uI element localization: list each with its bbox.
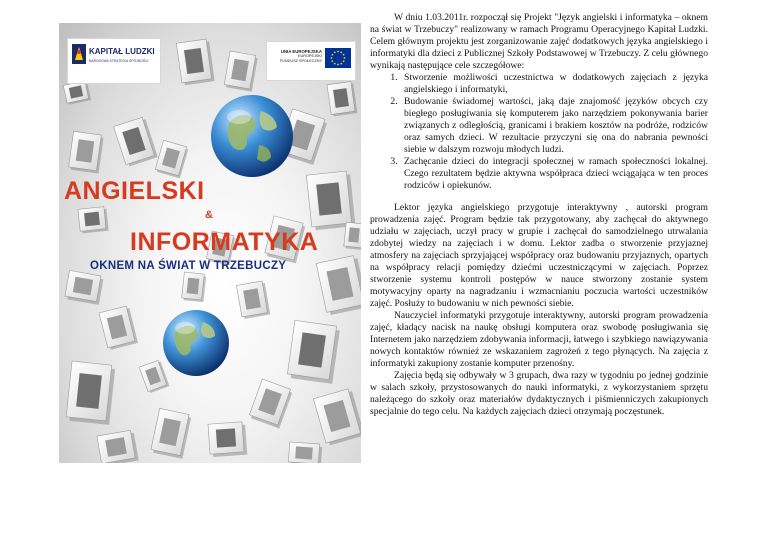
kapital-ludzki-logo — [67, 38, 161, 84]
window-frame — [99, 306, 138, 351]
eu-line-3: FUNDUSZ SPOŁECZNY — [279, 59, 322, 63]
window-frame — [224, 51, 258, 92]
english-paragraph: Lektor języka angielskiego przygotuje interaktywny , autorski program prowadzenia zajęć. Program będzie tak przygotowany, aby zachęcał do aktywnego udziału w zajęciach, uczył pracy w grupie i zachęcał do samodzielnego utrwalania zdobytej wiedzy na zajęciach i w domu. Lektor zadba o stworzenie przyjaznej atmosfery na zajęciach sprzyjającej współpracy oraz budowaniu przyjaznych, opartych na współpracy relacji pomiędzy dziećmi uczestniczącymi w zajęciach. Poprzez stworzenie systemu kontroli postępów w nauce stworzony zostanie system motywacyjny oparty na nagradzaniu i wzmacnianiu poczucia wartości uczestników zajęć. Posłuży to budowaniu w nich pewności siebie. — [370, 202, 708, 309]
globe-small-icon — [161, 308, 231, 378]
window-frame — [316, 255, 361, 316]
eu-star-icon — [337, 64, 339, 66]
window-frame — [176, 39, 214, 86]
window-frame — [288, 442, 322, 463]
kapital-ludzki-subtitle: NARODOWA STRATEGIA SPÓJNOŚCI — [89, 59, 149, 63]
eu-line-1: UNIA EUROPEJSKA — [280, 49, 322, 54]
eu-star-icon — [344, 57, 346, 59]
window-frame — [78, 206, 109, 233]
eu-star-icon — [331, 60, 333, 62]
poster-title-ampersand: & — [205, 209, 213, 221]
article-text — [370, 12, 708, 418]
window-frame — [114, 117, 158, 168]
poster-subtitle: OKNEM NA ŚWIAT W TRZEBUCZY — [90, 260, 287, 272]
window-frame — [313, 388, 361, 446]
window-frame — [327, 81, 357, 116]
eu-line-2: EUROPEJSKI — [297, 54, 322, 58]
window-frame — [236, 281, 270, 320]
window-frame — [208, 422, 247, 458]
poster-title-english: ANGIELSKI — [64, 177, 205, 205]
intro-paragraph: W dniu 1.03.2011r. rozpoczął się Projekt "Język angielski i informatyka – oknem na świat w Trzebuczy" realizowany w ramach Programu Operacyjnego Kapitał Ludzki. Celem głównym projektu jest zorganizowanie zajęć dodatkowych języka angielskiego i informatyki dla dzieci z Publicznej Szkoły Podstawowej w Trzebuczy. Z celu głównego wynikają następujące cele szczegółowe: — [370, 12, 708, 71]
goal-item: 3. Zachęcanie dzieci do integracji społecznej w ramach społeczności lokalnej. Czego rezultatem będzie aktywna współpraca dzieci wciągająca w ten proces rodziców i opiekunów. — [400, 156, 708, 192]
eu-star-icon — [340, 63, 342, 65]
window-frame — [155, 140, 189, 178]
globe-large-icon — [209, 93, 295, 179]
kapital-ludzki-title: KAPITAŁ LUDZKI — [89, 47, 155, 56]
eu-star-icon — [334, 51, 336, 53]
window-frame — [97, 430, 139, 463]
eu-flag-icon — [325, 48, 351, 68]
goal-item: 2. Budowanie świadomej wartości, jaką daje znajomość języków obcych czy biegłego posługiwania się komputerem jako narzędziem pokonywania barier związanych z odległością, granicami i brakiem kosztów na podróże, rodziców oraz samych dzieci. W rezultacie przyczyni się ona do nabrania pewności siebie w dalszym rozwoju młodych ludzi. — [400, 96, 708, 156]
window-frame — [248, 379, 293, 428]
eu-star-icon — [343, 54, 345, 56]
it-paragraph: Nauczyciel informatyki przygotuje interaktywny, autorski program prowadzenia zajęć, kładący nacisk na naukę obsługi komputera oraz swobodę posługiwania się Internetem jako narzędziem zdobywania informacji, łatwego i szybkiego nawiązywania nowych kontaktów również ze wskazaniem zagrożeń z tego płynących. Na zajęcia z informatyki zakupiony zostanie komputer przenośny. — [370, 310, 708, 369]
kapital-ludzki-emblem-icon — [72, 44, 86, 64]
eu-star-icon — [331, 57, 333, 59]
schedule-paragraph: Zajęcia będą się odbywały w 3 grupach, dwa razy w tygodniu po jednej godzinie w salach szkoły, przystosowanych do nauki informatyki, z wykorzystaniem sprzętu należącego do szkoły oraz materiałów dydaktycznych i piśmienniczych zakupionych specjalnie do tego celu. Na każdych zajęciach dzieci otrzymają poczęstunek. — [370, 370, 708, 417]
window-frame — [306, 171, 355, 231]
window-frame — [66, 361, 116, 425]
window-frame — [68, 131, 104, 173]
window-frame — [64, 270, 103, 304]
eu-star-icon — [340, 51, 342, 53]
eu-star-icon — [334, 63, 336, 65]
eu-star-icon — [343, 60, 345, 62]
poster-title-it: INFORMATYKA — [130, 228, 319, 256]
eu-star-icon — [337, 51, 339, 53]
goal-item: 1. Stworzenie możliwości uczestnictwa w dodatkowych zajęciach z języka angielskiego i informatyki, — [400, 72, 708, 96]
eu-logo — [266, 41, 356, 81]
eu-logo-text — [270, 49, 322, 64]
window-frame — [287, 320, 340, 384]
project-poster — [59, 23, 361, 463]
window-frame — [181, 272, 206, 302]
window-frame — [63, 80, 91, 105]
goals-list — [370, 72, 708, 192]
eu-star-icon — [331, 54, 333, 56]
window-frame — [150, 408, 191, 459]
window-frame — [344, 222, 361, 250]
